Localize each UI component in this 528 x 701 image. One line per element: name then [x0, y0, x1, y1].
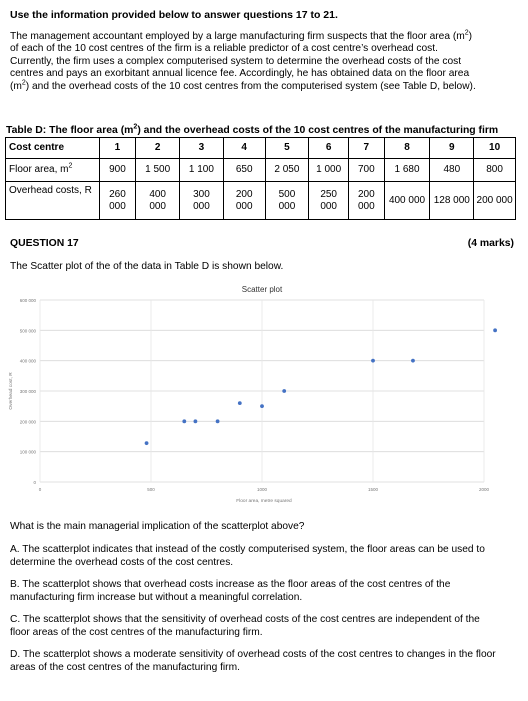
table-cell: 128 000: [430, 182, 474, 220]
y-tick-label: 500 000: [19, 328, 36, 334]
data-point: [238, 401, 242, 405]
table-cell: 1 680: [384, 159, 430, 182]
table-cell: 480: [430, 159, 474, 182]
option-d: D. The scatterplot shows a moderate sensitivity of overhead costs of the cost centres to changes in the floor areas of the cost centres of the manufacturing firm.: [10, 649, 496, 673]
table-cell: 400 000: [384, 182, 430, 220]
data-point: [194, 419, 198, 423]
x-tick-label: 0: [38, 487, 42, 492]
data-point: [371, 359, 375, 363]
question-marks: (4 marks): [467, 238, 514, 249]
header-label: Cost centre: [6, 138, 100, 159]
overhead-label: Overhead costs, R: [6, 182, 100, 220]
table-cell: 500 000: [265, 182, 309, 220]
x-tick-label: 500: [147, 487, 155, 492]
table-cell: 200 000: [349, 182, 385, 220]
data-point: [282, 389, 286, 393]
y-tick-label: 0: [33, 480, 36, 485]
table-cell: 650: [223, 159, 265, 182]
table-cell: 250 000: [309, 182, 349, 220]
y-tick-label: 300 000: [19, 389, 36, 394]
floor-area-row: [6, 159, 516, 182]
question-title: QUESTION 17: [10, 238, 79, 249]
table-cell: 400 000: [136, 182, 180, 220]
column-header: 7: [349, 138, 385, 159]
chart-title: Scatter plot: [241, 285, 283, 294]
intro-paragraph: The management accountant employed by a large manufacturing firm suspects that the floor area $(m^2)$ of each of the 10 cost centres of the firm is a reliable predictor of a cost centre’s overhead cost. Currently, the firm uses a complex computerised system to determine the overhead costs of the cost centres and pays an exorbitant annual licence fee. Accordingly, he has obtained data on the floor area $(m^2)$ and the overhead costs of the 10 cost centres from the computerised system (see Table D, below).: [10, 29, 476, 92]
data-point: [216, 419, 220, 423]
data-point: [182, 419, 186, 423]
column-header: 3: [180, 138, 224, 159]
table-cell: 800: [474, 159, 516, 182]
table-cell: 260 000: [99, 182, 136, 220]
table-cell: 2 050: [265, 159, 309, 182]
data-table: [5, 137, 516, 220]
option-c: C. The scatterplot shows that the sensitivity of overhead costs of the cost centres are independent of the floor areas of the cost centres of the manufacturing firm.: [10, 614, 480, 638]
floor-area-label: Floor area, $m^2$: [6, 159, 100, 182]
y-tick-label: 600 000: [19, 298, 36, 303]
y-axis-label: Overhead cost, R: [9, 372, 14, 410]
table-cell: 1 100: [180, 159, 224, 182]
x-tick-label: 1000: [256, 487, 268, 492]
table-cell: 700: [349, 159, 385, 182]
option-b: B. The scatterplot shows that overhead costs increase as the floor areas of the cost centres of the manufacturing firm increase but without a meaningful correlation.: [10, 579, 451, 603]
data-point: [493, 328, 497, 332]
option-a: A. The scatterplot indicates that instead of the costly computerised system, the floor areas can be used to determine the overhead costs of the cost centres.: [10, 544, 485, 568]
column-header: 1: [99, 138, 136, 159]
table-cell: 900: [99, 159, 136, 182]
table-cell: 300 000: [180, 182, 224, 220]
data-point: [411, 359, 415, 363]
page-heading: Use the information provided below to answer questions 17 to 21.: [10, 9, 338, 21]
scatter-chart: [0, 280, 528, 516]
column-header: 5: [265, 138, 309, 159]
overhead-row: [6, 182, 516, 220]
table-cell: 1 500: [136, 159, 180, 182]
column-header: 4: [223, 138, 265, 159]
column-header: 8: [384, 138, 430, 159]
x-tick-label: 2000: [478, 487, 490, 492]
y-tick-label: 400 000: [19, 358, 36, 364]
table-header-row: [6, 138, 516, 159]
column-header: 9: [430, 138, 474, 159]
chart-intro-text: The Scatter plot of the of the data in Table D is shown below.: [10, 261, 284, 272]
data-point: [145, 441, 149, 445]
table-cell: 200 000: [223, 182, 265, 220]
column-header: 2: [136, 138, 180, 159]
y-tick-label: 200 000: [19, 419, 36, 425]
column-header: 10: [474, 138, 516, 159]
table-cell: 1 000: [309, 159, 349, 182]
table-caption: Table D: The floor area $(m^2)$ and the overhead costs of the 10 cost centres of the manufacturing firm: [6, 123, 499, 136]
x-axis-label: Floor area, metre squared: [236, 499, 292, 504]
table-cell: 200 000: [474, 182, 516, 220]
x-tick-label: 1500: [367, 487, 379, 492]
y-tick-label: 100 000: [19, 449, 36, 455]
question-text: What is the main managerial implication of the scatterplot above?: [10, 521, 305, 532]
data-point: [260, 404, 264, 408]
column-header: 6: [309, 138, 349, 159]
